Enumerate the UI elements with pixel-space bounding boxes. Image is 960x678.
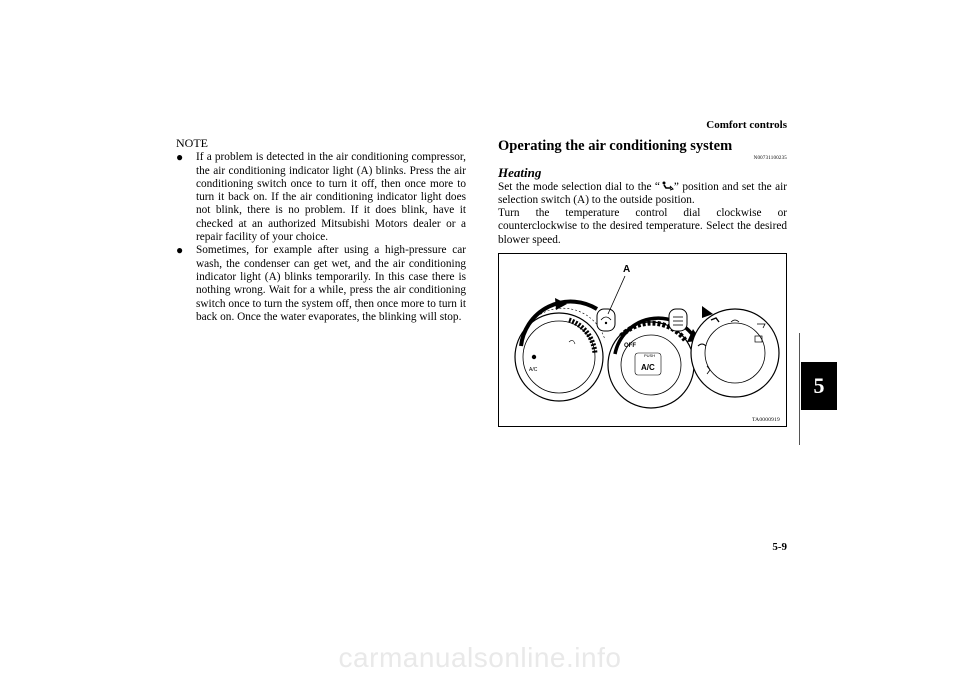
note-bullet <box>176 151 466 244</box>
figure-code: TA0000919 <box>752 417 780 423</box>
air-selection-switch <box>597 309 615 331</box>
chapter-tab-label: 5 <box>813 373 825 398</box>
page-number: 5-9 <box>772 541 787 553</box>
bullet-icon: ● <box>176 150 184 165</box>
watermark: carmanualsonline.info <box>338 642 622 673</box>
heating-paragraph-1 <box>498 181 787 208</box>
note-label: NOTE <box>176 136 208 150</box>
subheading: Heating <box>498 165 542 181</box>
svg-text:A/C: A/C <box>529 367 538 373</box>
right-column <box>498 137 787 247</box>
blower-dial <box>608 318 701 408</box>
note-bullet-text: Sometimes, for example after using a high-pressure car wash, the condenser can get wet, and the air conditioning indicator light (A) blinks temporarily. In this case there is nothing wrong. Wait for a while, press the air conditioning switch once to turn the system off, then once more to turn it back on. Once the water evaporates, the blinking will stop. <box>196 244 466 323</box>
svg-text:PUSH: PUSH <box>644 353 656 358</box>
note-bullet-text: If a problem is detected in the air conditioning compressor, the air conditioning indicator light (A) blinks. Press the air conditioning switch once to turn it off, then once more to turn it back on. If the air conditioning indicator light does not blink, there is no problem. If it does blink, have it checked at an authorized Mitsubishi Motors dealer or a repair facility of your choice. <box>196 151 466 244</box>
chapter-tab-border <box>799 333 800 445</box>
mode-dial <box>691 306 779 397</box>
control-panel-illustration <box>499 254 786 426</box>
reference-code: N00731100235 <box>753 156 787 161</box>
svg-text:OFF: OFF <box>624 343 636 349</box>
control-panel-figure <box>498 253 787 427</box>
para1-end: ” position and set the air selection switch (A) to the outside position. <box>498 180 787 206</box>
foot-mode-icon <box>660 181 674 191</box>
note-bullet <box>176 244 466 324</box>
bullet-icon: ● <box>176 243 184 258</box>
temperature-dial <box>515 298 605 401</box>
para1-start: Set the mode selection dial to the “ <box>498 180 660 193</box>
chapter-tab <box>801 362 837 410</box>
callout-a: A <box>623 264 631 275</box>
page-header-title: Comfort controls <box>706 119 787 131</box>
heating-paragraph-2: Turn the temperature control dial clockwise or counterclockwise to the desired temperature. Select the desired blower speed. <box>498 207 787 246</box>
left-column <box>176 137 466 324</box>
section-heading: Operating the air conditioning system <box>498 138 733 154</box>
svg-text:A/C: A/C <box>641 363 655 372</box>
rear-defrost-switch <box>669 309 687 331</box>
